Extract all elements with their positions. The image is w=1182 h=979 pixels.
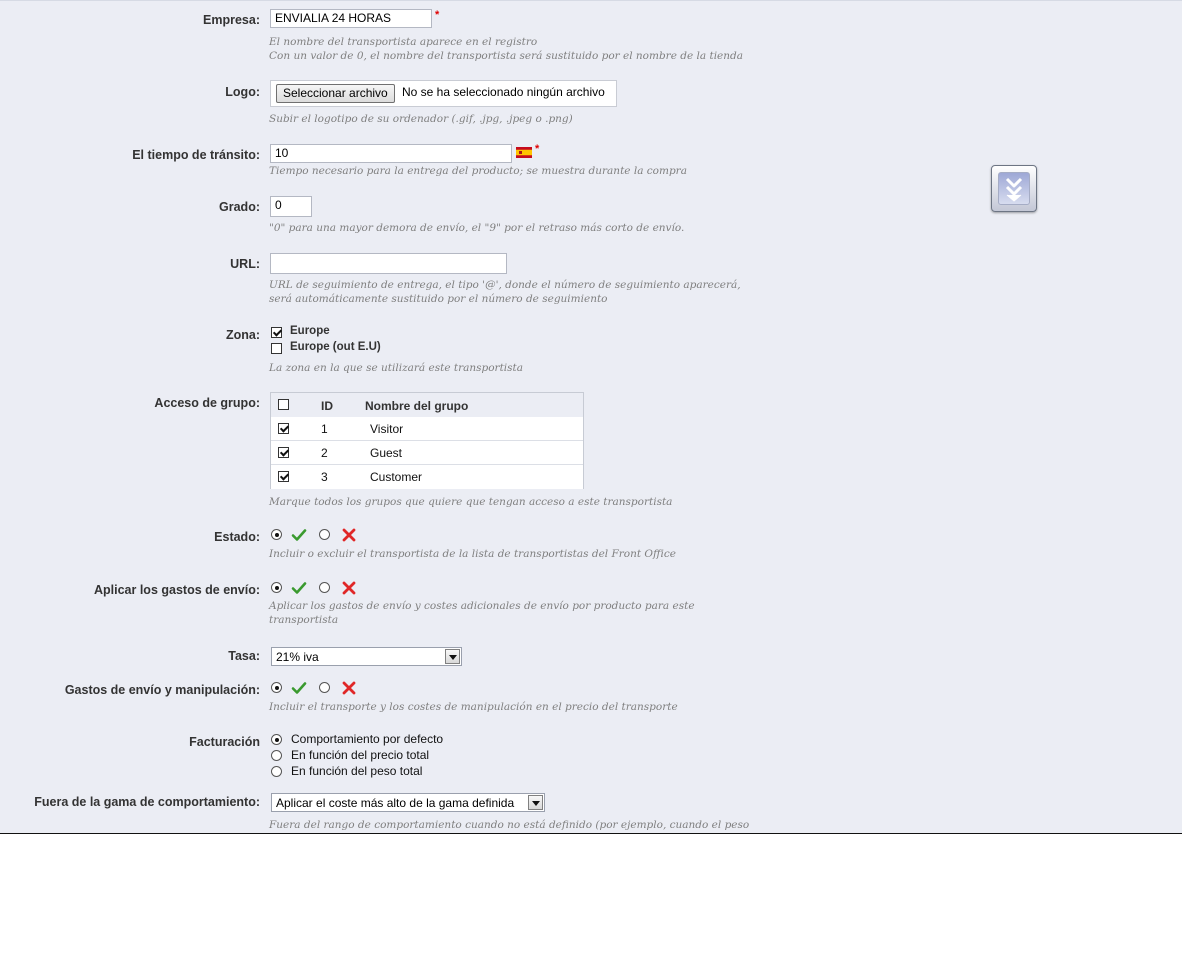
url-label: URL:: [230, 257, 260, 271]
aplicar-label: Aplicar los gastos de envío:: [93, 583, 260, 597]
billing-weight-radio[interactable]: [271, 766, 282, 777]
out-of-range-selected-value: Aplicar el coste más alto de la gama definida: [276, 796, 515, 810]
group-name-cell: Guest: [370, 446, 403, 460]
group-customer-checkbox[interactable]: [278, 471, 289, 482]
zone-europe-label: Europe: [290, 325, 330, 337]
green-check-icon[interactable]: [291, 527, 307, 543]
aplicar-yes-radio[interactable]: [271, 582, 282, 593]
billing-price-radio[interactable]: [271, 750, 282, 761]
url-hint-1: URL de seguimiento de entrega, el tipo '@', donde el número de seguimiento aparecerá,: [269, 279, 741, 291]
red-cross-icon[interactable]: [341, 680, 357, 696]
billing-price-label: En función del precio total: [291, 748, 430, 762]
scroll-down-icon: [998, 172, 1030, 205]
estado-yes-radio[interactable]: [271, 529, 282, 540]
manipulacion-yes-radio[interactable]: [271, 682, 282, 693]
grado-label: Grado:: [219, 200, 260, 214]
table-row: [271, 441, 583, 465]
table-row: [271, 465, 583, 489]
out-of-range-hint: Fuera del rango de comportamiento cuando no está definido (por ejemplo, cuando el peso: [269, 819, 750, 831]
chevron-down-icon[interactable]: [528, 795, 543, 810]
group-name-header: Nombre del grupo: [365, 399, 469, 413]
transit-time-input[interactable]: 10: [270, 144, 512, 163]
out-of-range-label: Fuera de la gama de comportamiento:: [34, 795, 260, 809]
group-id-cell: 1: [321, 422, 328, 436]
estado-hint: Incluir o excluir el transportista de la lista de transportistas del Front Office: [269, 548, 676, 560]
manipulacion-no-radio[interactable]: [319, 682, 330, 693]
chevron-down-icon[interactable]: [445, 649, 460, 664]
billing-default-label: Comportamiento por defecto: [291, 732, 444, 746]
manipulacion-hint: Incluir el transporte y los costes de manipulación en el precio del transporte: [269, 701, 678, 713]
estado-no-radio[interactable]: [319, 529, 330, 540]
group-name-cell: Customer: [370, 470, 423, 484]
tracking-url-input[interactable]: [270, 253, 507, 274]
red-cross-icon[interactable]: [341, 580, 357, 596]
red-cross-icon[interactable]: [341, 527, 357, 543]
group-id-cell: 2: [321, 446, 328, 460]
tasa-label: Tasa:: [228, 649, 260, 663]
empresa-required-mark: *: [435, 9, 440, 21]
empresa-input[interactable]: ENVIALIA 24 HORAS: [270, 9, 432, 28]
select-all-groups-checkbox[interactable]: [278, 399, 289, 410]
empresa-hint-2: Con un valor de 0, el nombre del transportista será sustituido por el nombre de la tienda: [269, 50, 744, 62]
group-id-cell: 3: [321, 470, 328, 484]
zone-europe-out-eu-checkbox[interactable]: [271, 343, 282, 354]
manipulacion-label: Gastos de envío y manipulación:: [64, 683, 260, 697]
grupo-label: Acceso de grupo:: [154, 396, 260, 410]
transit-required-mark: *: [535, 143, 540, 155]
aplicar-no-radio[interactable]: [319, 582, 330, 593]
green-check-icon[interactable]: [291, 680, 307, 696]
tax-select[interactable]: [271, 647, 462, 666]
group-name-cell: Visitor: [370, 422, 404, 436]
zona-hint: La zona en la que se utilizará este transportista: [269, 362, 524, 374]
group-id-header: ID: [321, 399, 333, 413]
empresa-label: Empresa:: [203, 13, 260, 27]
transit-label: El tiempo de tránsito:: [132, 148, 260, 162]
aplicar-hint-1: Aplicar los gastos de envío y costes adicionales de envío por producto para este: [269, 600, 695, 612]
billing-default-radio[interactable]: [271, 734, 282, 745]
grado-hint: "0" para una mayor demora de envío, el "9" por el retraso más corto de envío.: [269, 222, 685, 234]
grupo-hint: Marque todos los grupos que quiere que tengan acceso a este transportista: [269, 496, 673, 508]
estado-label: Estado:: [214, 530, 260, 544]
scroll-down-button[interactable]: [991, 165, 1037, 212]
zone-europe-checkbox[interactable]: [271, 327, 282, 338]
group-visitor-checkbox[interactable]: [278, 423, 289, 434]
empresa-hint-1: El nombre del transportista aparece en el registro: [269, 36, 538, 48]
facturacion-label: Facturación: [189, 735, 260, 749]
url-hint-2: será automáticamente sustituido por el número de seguimiento: [269, 293, 608, 305]
zona-label: Zona:: [225, 328, 260, 342]
spain-flag-icon[interactable]: [516, 147, 532, 158]
aplicar-hint-2: transportista: [269, 614, 339, 626]
file-status-text: No se ha seleccionado ningún archivo: [402, 85, 605, 99]
logo-hint: Subir el logotipo de su ordenador (.gif, .jpg, .jpeg o .png): [269, 113, 573, 125]
billing-weight-label: En función del peso total: [291, 764, 423, 778]
group-access-table: [270, 392, 584, 489]
group-table-header: [271, 393, 583, 418]
group-guest-checkbox[interactable]: [278, 447, 289, 458]
select-file-button[interactable]: Seleccionar archivo: [276, 84, 395, 103]
table-row: [271, 417, 583, 441]
green-check-icon[interactable]: [291, 580, 307, 596]
out-of-range-select[interactable]: [271, 793, 545, 812]
transit-hint: Tiempo necesario para la entrega del producto; se muestra durante la compra: [269, 165, 687, 177]
logo-label: Logo:: [225, 85, 260, 99]
zone-europe-out-eu-label: Europe (out E.U): [290, 341, 381, 353]
logo-file-field: [270, 80, 617, 107]
tax-selected-value: 21% iva: [276, 650, 319, 664]
grado-input[interactable]: 0: [270, 196, 312, 217]
